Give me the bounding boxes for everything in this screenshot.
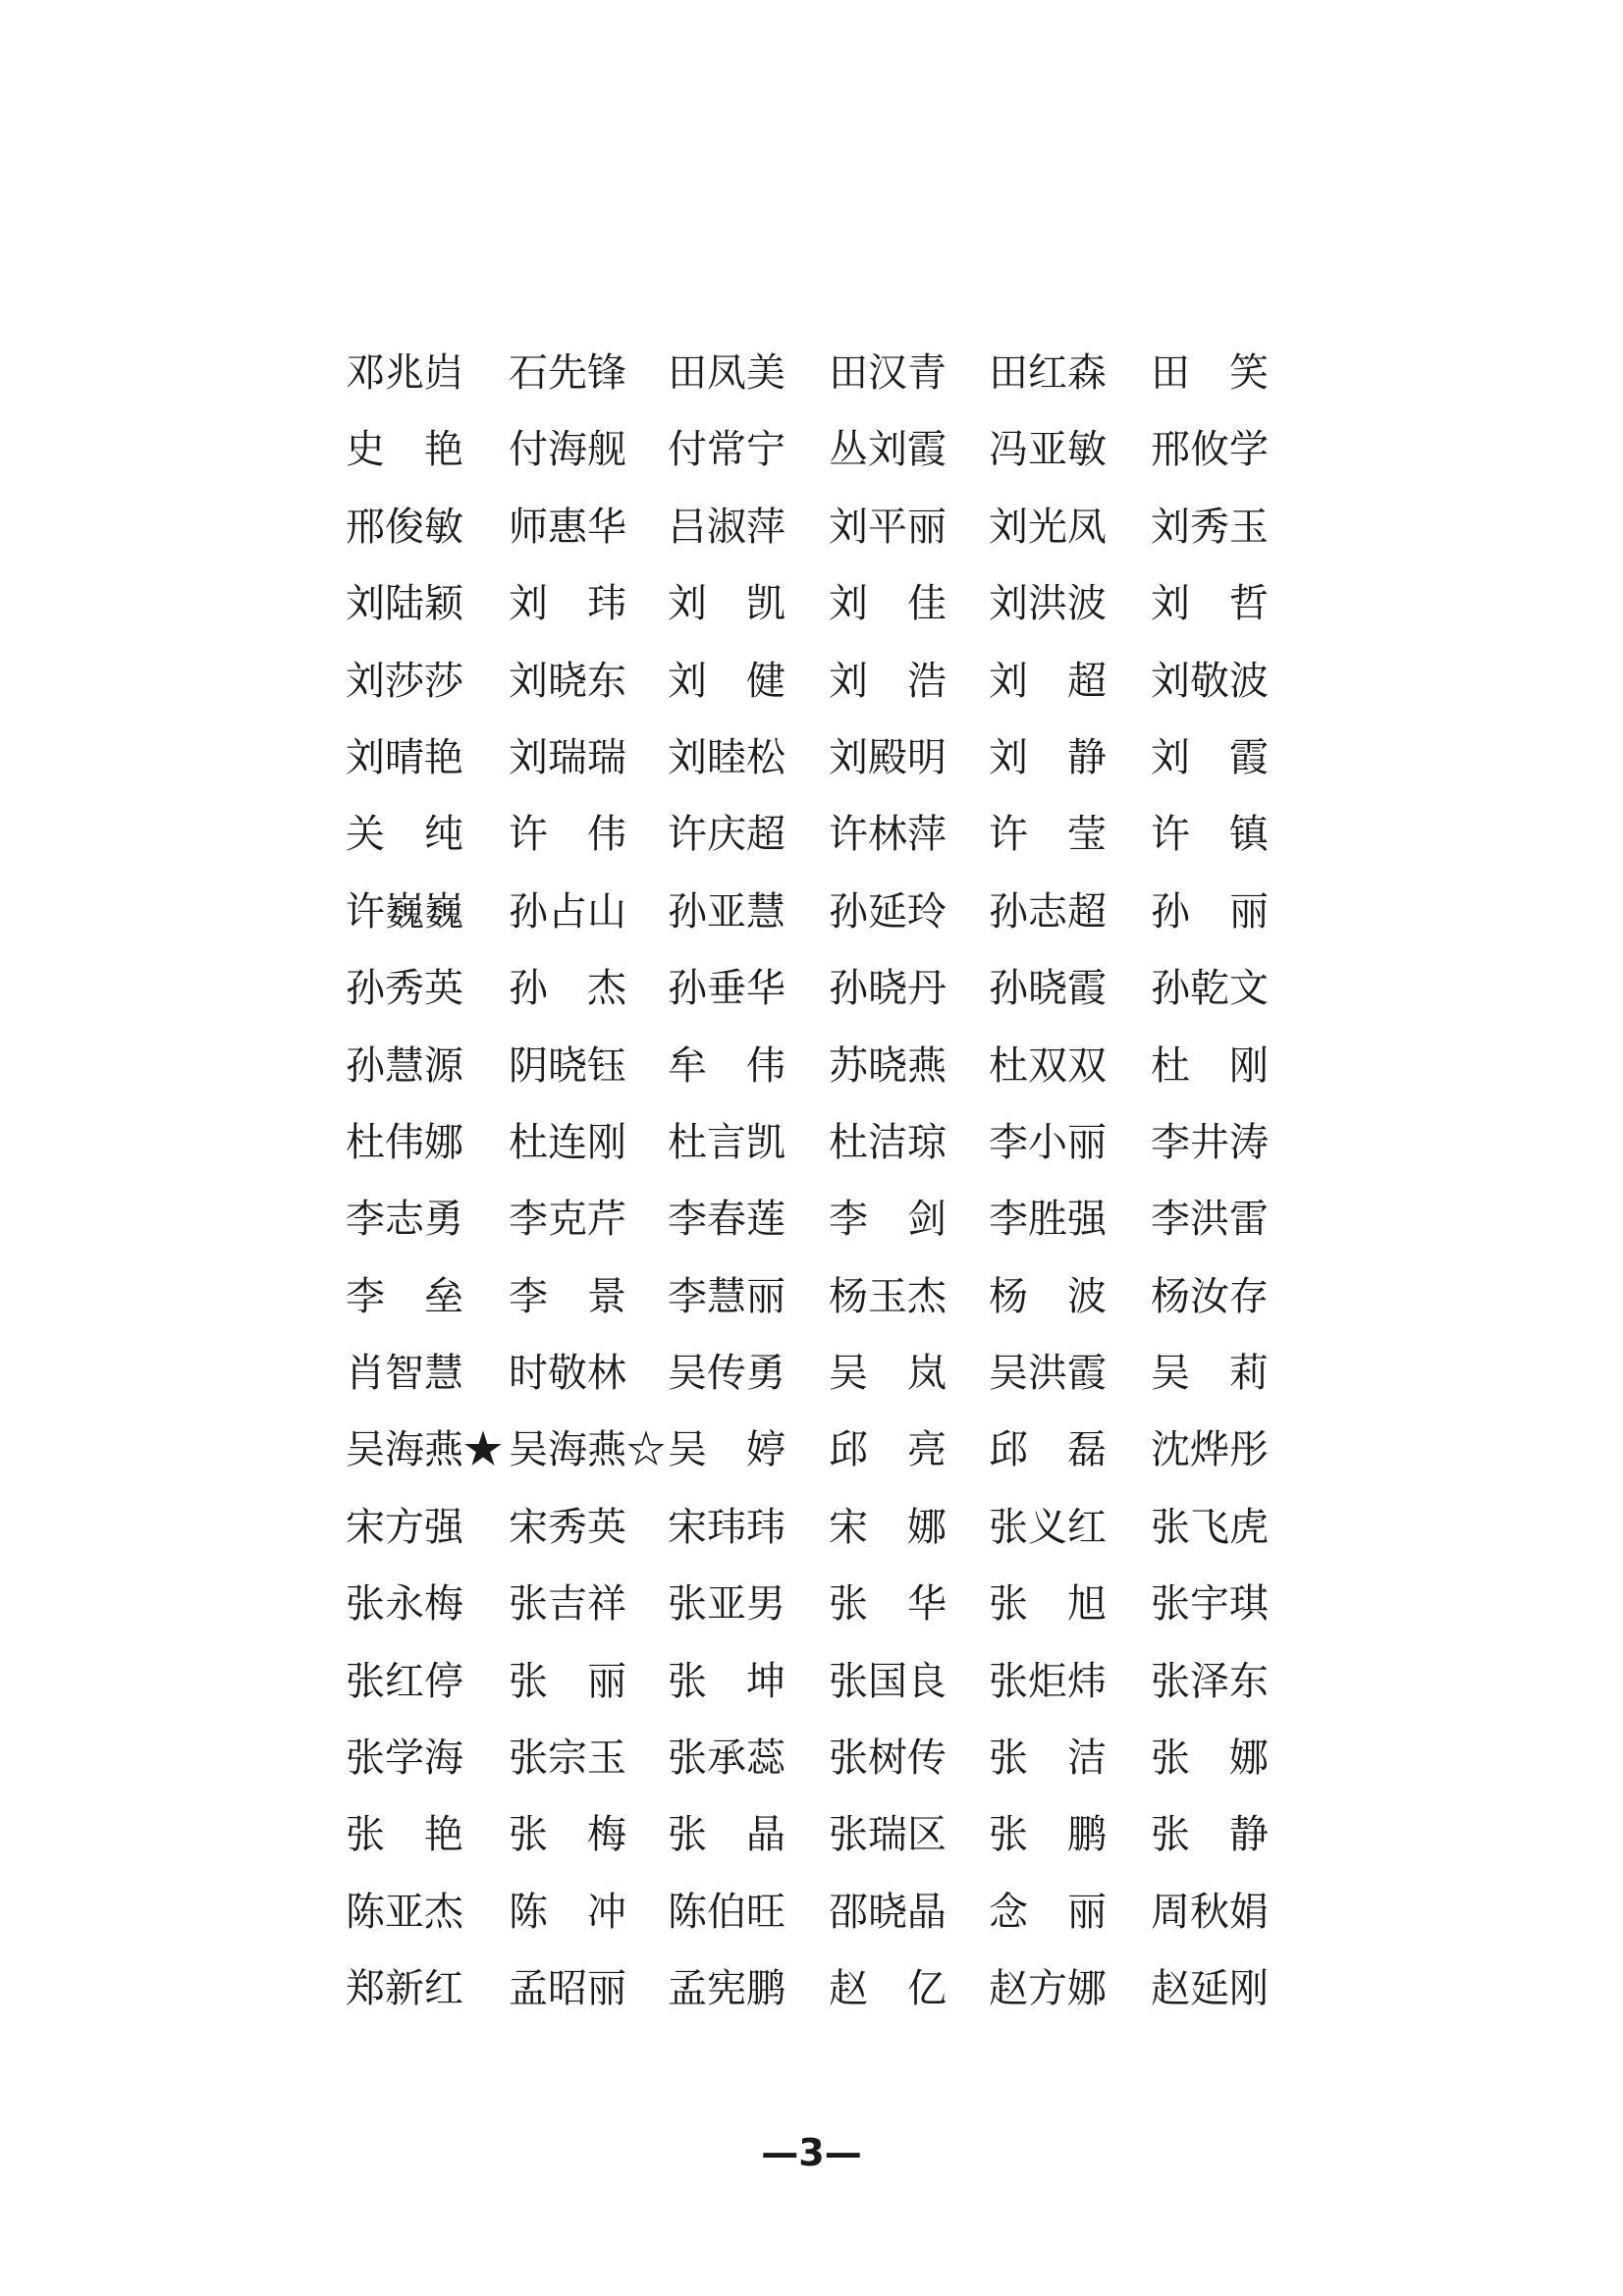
person-name: 许 伟 bbox=[509, 812, 626, 858]
person-name: 张 梅 bbox=[509, 1812, 626, 1858]
person-name: 宋方强 bbox=[346, 1504, 463, 1550]
person-name: 石先锋 bbox=[509, 350, 626, 396]
person-name: 田汉青 bbox=[829, 350, 947, 396]
person-name: 刘晓东 bbox=[509, 658, 626, 704]
person-name: 许 莹 bbox=[989, 812, 1107, 858]
name-row bbox=[346, 1498, 1288, 1575]
person-name: 田 笑 bbox=[1151, 350, 1269, 396]
person-name: 张吉祥 bbox=[509, 1581, 626, 1628]
person-name: 吴海燕☆ bbox=[509, 1427, 666, 1473]
person-name: 张树传 bbox=[829, 1735, 947, 1782]
person-name: 杜言凯 bbox=[668, 1119, 785, 1165]
person-name: 刘秀玉 bbox=[1151, 504, 1269, 550]
person-name: 张 坤 bbox=[668, 1658, 785, 1704]
person-name: 张瑞区 bbox=[829, 1812, 947, 1858]
person-name: 杜伟娜 bbox=[346, 1119, 463, 1165]
person-name: 孙 丽 bbox=[1151, 888, 1269, 934]
person-name: 刘光凤 bbox=[989, 504, 1107, 550]
name-row bbox=[346, 344, 1288, 420]
person-name: 孙志超 bbox=[989, 888, 1107, 934]
person-name: 邢攸学 bbox=[1151, 427, 1269, 473]
person-name: 许 镇 bbox=[1151, 812, 1269, 858]
person-name: 陈伯旺 bbox=[668, 1889, 785, 1935]
person-name: 孙垂华 bbox=[668, 966, 785, 1012]
person-name: 邱 亮 bbox=[829, 1427, 947, 1473]
person-name: 孟宪鹏 bbox=[668, 1966, 785, 2012]
person-name: 刘平丽 bbox=[829, 504, 947, 550]
person-name: 周秋娟 bbox=[1151, 1889, 1269, 1935]
person-name: 刘莎莎 bbox=[346, 658, 463, 704]
person-name: 田凤美 bbox=[668, 350, 785, 396]
person-name: 张宗玉 bbox=[509, 1735, 626, 1782]
name-row bbox=[346, 1113, 1288, 1190]
person-name: 张 旭 bbox=[989, 1581, 1107, 1628]
person-name: 杜洁琼 bbox=[829, 1119, 947, 1165]
person-name: 杜双双 bbox=[989, 1042, 1107, 1089]
person-name: 张宇琪 bbox=[1151, 1581, 1269, 1628]
name-list bbox=[346, 344, 1288, 2037]
page-number: —3— bbox=[761, 2131, 862, 2174]
person-name: 李井涛 bbox=[1151, 1119, 1269, 1165]
person-name: 张义红 bbox=[989, 1504, 1107, 1550]
person-name: 吴海燕★ bbox=[346, 1427, 503, 1473]
person-name: 苏晓燕 bbox=[829, 1042, 947, 1089]
person-name: 刘 佳 bbox=[829, 581, 947, 627]
person-name: 张 鹏 bbox=[989, 1812, 1107, 1858]
person-name: 孙慧源 bbox=[346, 1042, 463, 1089]
name-row bbox=[346, 1037, 1288, 1113]
name-row bbox=[346, 652, 1288, 728]
person-name: 张国良 bbox=[829, 1658, 947, 1704]
person-name: 刘 哲 bbox=[1151, 581, 1269, 627]
person-name: 张 洁 bbox=[989, 1735, 1107, 1782]
person-name: 刘洪波 bbox=[989, 581, 1107, 627]
person-name: 张红停 bbox=[346, 1658, 463, 1704]
person-name: 冯亚敏 bbox=[989, 427, 1107, 473]
person-name: 邱 磊 bbox=[989, 1427, 1107, 1473]
person-name: 李 景 bbox=[509, 1273, 626, 1319]
person-name: 刘 玮 bbox=[509, 581, 626, 627]
person-name: 许巍巍 bbox=[346, 888, 463, 934]
person-name: 肖智慧 bbox=[346, 1351, 463, 1397]
person-name: 许林萍 bbox=[829, 812, 947, 858]
person-name: 刘陆颖 bbox=[346, 581, 463, 627]
person-name: 吴 岚 bbox=[829, 1351, 947, 1397]
person-name: 孙秀英 bbox=[346, 966, 463, 1012]
person-name: 牟 伟 bbox=[668, 1042, 785, 1089]
person-name: 刘 浩 bbox=[829, 658, 947, 704]
name-row bbox=[346, 1420, 1288, 1497]
person-name: 念 丽 bbox=[989, 1889, 1107, 1935]
person-name: 师惠华 bbox=[509, 504, 626, 550]
person-name: 刘 凯 bbox=[668, 581, 785, 627]
person-name: 时敬林 bbox=[509, 1351, 626, 1397]
person-name: 李胜强 bbox=[989, 1197, 1107, 1243]
name-row bbox=[346, 1959, 1288, 2036]
person-name: 张学海 bbox=[346, 1735, 463, 1782]
person-name: 张 晶 bbox=[668, 1812, 785, 1858]
person-name: 阴晓钰 bbox=[509, 1042, 626, 1089]
person-name: 李克芹 bbox=[509, 1197, 626, 1243]
person-name: 张炬炜 bbox=[989, 1658, 1107, 1704]
person-name: 刘 超 bbox=[989, 658, 1107, 704]
person-name: 史 艳 bbox=[346, 427, 463, 473]
person-name: 沈烨彤 bbox=[1151, 1427, 1269, 1473]
person-name: 陈亚杰 bbox=[346, 1889, 463, 1935]
name-row bbox=[346, 574, 1288, 651]
person-name: 孙占山 bbox=[509, 888, 626, 934]
name-row bbox=[346, 498, 1288, 574]
name-row bbox=[346, 1729, 1288, 1805]
person-name: 孙乾文 bbox=[1151, 966, 1269, 1012]
person-name: 杜连刚 bbox=[509, 1119, 626, 1165]
name-row bbox=[346, 959, 1288, 1036]
person-name: 李慧丽 bbox=[668, 1273, 785, 1319]
person-name: 张 华 bbox=[829, 1581, 947, 1628]
name-row bbox=[346, 728, 1288, 805]
person-name: 许庆超 bbox=[668, 812, 785, 858]
person-name: 邢俊敏 bbox=[346, 504, 463, 550]
person-name: 刘晴艳 bbox=[346, 734, 463, 780]
person-name: 孙晓丹 bbox=[829, 966, 947, 1012]
person-name: 刘殿明 bbox=[829, 734, 947, 780]
person-name: 李 垒 bbox=[346, 1273, 463, 1319]
person-name: 孙延玲 bbox=[829, 888, 947, 934]
person-name: 邓兆岿 bbox=[346, 350, 463, 396]
person-name: 田红森 bbox=[989, 350, 1107, 396]
person-name: 郑新红 bbox=[346, 1966, 463, 2012]
person-name: 张 丽 bbox=[509, 1658, 626, 1704]
name-row bbox=[346, 1575, 1288, 1651]
person-name: 关 纯 bbox=[346, 812, 463, 858]
person-name: 吕淑萍 bbox=[668, 504, 785, 550]
name-row bbox=[346, 882, 1288, 959]
person-name: 张 娜 bbox=[1151, 1735, 1269, 1782]
person-name: 宋 娜 bbox=[829, 1504, 947, 1550]
name-row bbox=[346, 1267, 1288, 1344]
person-name: 张 艳 bbox=[346, 1812, 463, 1858]
name-row bbox=[346, 1805, 1288, 1882]
name-row bbox=[346, 805, 1288, 881]
person-name: 杨汝存 bbox=[1151, 1273, 1269, 1319]
person-name: 刘 静 bbox=[989, 734, 1107, 780]
person-name: 张亚男 bbox=[668, 1581, 785, 1628]
person-name: 刘 霞 bbox=[1151, 734, 1269, 780]
name-row bbox=[346, 1190, 1288, 1266]
person-name: 吴 婷 bbox=[668, 1427, 785, 1473]
person-name: 吴洪霞 bbox=[989, 1351, 1107, 1397]
person-name: 刘敬波 bbox=[1151, 658, 1269, 704]
name-row bbox=[346, 1883, 1288, 1959]
person-name: 李 剑 bbox=[829, 1197, 947, 1243]
person-name: 孙晓霞 bbox=[989, 966, 1107, 1012]
person-name: 李洪雷 bbox=[1151, 1197, 1269, 1243]
person-name: 吴传勇 bbox=[668, 1351, 785, 1397]
person-name: 李春莲 bbox=[668, 1197, 785, 1243]
person-name: 杨 波 bbox=[989, 1273, 1107, 1319]
name-row bbox=[346, 1344, 1288, 1420]
person-name: 付海舰 bbox=[509, 427, 626, 473]
person-name: 张泽东 bbox=[1151, 1658, 1269, 1704]
person-name: 邵晓晶 bbox=[829, 1889, 947, 1935]
person-name: 杜 刚 bbox=[1151, 1042, 1269, 1089]
person-name: 刘瑞瑞 bbox=[509, 734, 626, 780]
person-name: 刘睦松 bbox=[668, 734, 785, 780]
person-name: 丛刘霞 bbox=[829, 427, 947, 473]
person-name: 李小丽 bbox=[989, 1119, 1107, 1165]
person-name: 孟昭丽 bbox=[509, 1966, 626, 2012]
person-name: 张 静 bbox=[1151, 1812, 1269, 1858]
person-name: 宋玮玮 bbox=[668, 1504, 785, 1550]
person-name: 吴 莉 bbox=[1151, 1351, 1269, 1397]
person-name: 赵方娜 bbox=[989, 1966, 1107, 2012]
person-name: 张飞虎 bbox=[1151, 1504, 1269, 1550]
person-name: 李志勇 bbox=[346, 1197, 463, 1243]
person-name: 赵 亿 bbox=[829, 1966, 947, 2012]
person-name: 张永梅 bbox=[346, 1581, 463, 1628]
person-name: 杨玉杰 bbox=[829, 1273, 947, 1319]
person-name: 赵延刚 bbox=[1151, 1966, 1269, 2012]
person-name: 付常宁 bbox=[668, 427, 785, 473]
name-row bbox=[346, 420, 1288, 497]
person-name: 刘 健 bbox=[668, 658, 785, 704]
person-name: 孙亚慧 bbox=[668, 888, 785, 934]
person-name: 宋秀英 bbox=[509, 1504, 626, 1550]
person-name: 张承蕊 bbox=[668, 1735, 785, 1782]
person-name: 孙 杰 bbox=[509, 966, 626, 1012]
name-row bbox=[346, 1652, 1288, 1729]
person-name: 陈 冲 bbox=[509, 1889, 626, 1935]
